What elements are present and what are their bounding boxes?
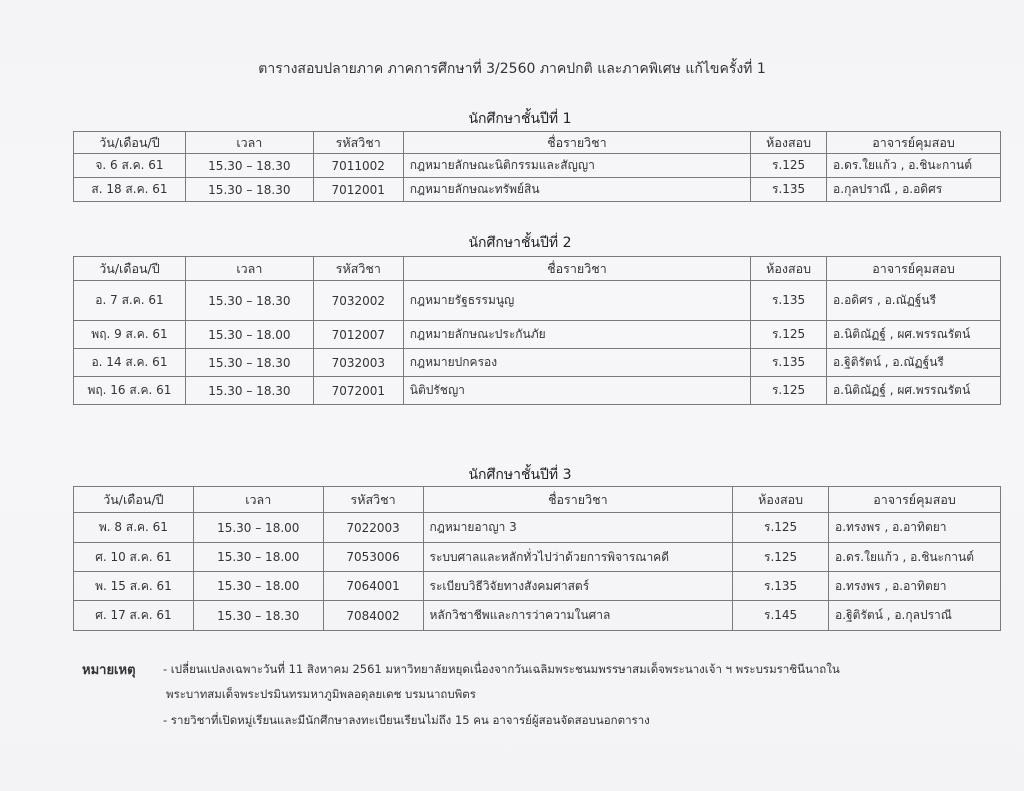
- cell-time: 15.30 – 18.30: [185, 349, 313, 377]
- cell-code: 7012007: [313, 321, 403, 349]
- cell-date: จ. 6 ส.ค. 61: [74, 154, 186, 178]
- cell-proctor: อ.นิติณัฏฐ์ , ผศ.พรรณรัตน์: [827, 321, 1001, 349]
- cell-date: ศ. 10 ส.ค. 61: [74, 543, 194, 572]
- header-code: รหัสวิชา: [313, 132, 403, 154]
- cell-code: 7012001: [313, 178, 403, 202]
- cell-date: พ. 15 ส.ค. 61: [74, 572, 194, 601]
- header-proctor: อาจารย์คุมสอบ: [827, 132, 1001, 154]
- cell-time: 15.30 – 18.00: [185, 321, 313, 349]
- section-title-year-1: นักศึกษาชั้นปีที่ 1: [468, 111, 572, 127]
- cell-code: 7072001: [313, 377, 403, 405]
- cell-time: 15.30 – 18.00: [193, 513, 323, 543]
- cell-date: ศ. 17 ส.ค. 61: [74, 601, 194, 631]
- header-date: วัน/เดือน/ปี: [74, 487, 194, 513]
- table-row: [74, 601, 1001, 631]
- header-room: ห้องสอบ: [751, 132, 827, 154]
- cell-code: 7064001: [323, 572, 423, 601]
- cell-proctor: อ.อดิศร , อ.ณัฏฐ์นรี: [827, 281, 1001, 321]
- exam-table-year-3: [73, 486, 1001, 631]
- remarks-line-3: - รายวิชาที่เปิดหมู่เรียนและมีนักศึกษาลงทะเบียนเรียนไม่ถึง 15 คน อาจารย์ผู้สอนจัดสอบนอกตาราง: [163, 713, 650, 727]
- cell-room: ร.135: [751, 349, 827, 377]
- table-row: [74, 572, 1001, 601]
- cell-code: 7032002: [313, 281, 403, 321]
- cell-subject: หลักวิชาชีพและการว่าความในศาล: [423, 601, 733, 631]
- table-row: [74, 513, 1001, 543]
- cell-date: ส. 18 ส.ค. 61: [74, 178, 186, 202]
- cell-room: ร.125: [733, 543, 829, 572]
- cell-time: 15.30 – 18.30: [185, 178, 313, 202]
- table-header-row: [74, 132, 1001, 154]
- cell-room: ร.135: [733, 572, 829, 601]
- exam-table-year-1: [73, 131, 1001, 202]
- cell-time: 15.30 – 18.30: [185, 377, 313, 405]
- table-header-row: [74, 257, 1001, 281]
- table-row: [74, 377, 1001, 405]
- header-subject: ชื่อรายวิชา: [423, 487, 733, 513]
- cell-date: พฤ. 9 ส.ค. 61: [74, 321, 186, 349]
- header-room: ห้องสอบ: [751, 257, 827, 281]
- cell-subject: ระเบียบวิธีวิจัยทางสังคมศาสตร์: [423, 572, 733, 601]
- table-row: [74, 154, 1001, 178]
- cell-proctor: อ.กุลปราณี , อ.อดิศร: [827, 178, 1001, 202]
- cell-time: 15.30 – 18.30: [185, 154, 313, 178]
- table-row: [74, 543, 1001, 572]
- cell-proctor: อ.นิติณัฏฐ์ , ผศ.พรรณรัตน์: [827, 377, 1001, 405]
- header-room: ห้องสอบ: [733, 487, 829, 513]
- cell-subject: กฎหมายอาญา 3: [423, 513, 733, 543]
- cell-room: ร.135: [751, 281, 827, 321]
- cell-date: พฤ. 16 ส.ค. 61: [74, 377, 186, 405]
- cell-room: ร.125: [751, 321, 827, 349]
- cell-time: 15.30 – 18.30: [185, 281, 313, 321]
- header-time: เวลา: [193, 487, 323, 513]
- cell-date: พ. 8 ส.ค. 61: [74, 513, 194, 543]
- cell-subject: ระบบศาลและหลักทั่วไปว่าด้วยการพิจารณาคดี: [423, 543, 733, 572]
- cell-time: 15.30 – 18.00: [193, 572, 323, 601]
- cell-room: ร.145: [733, 601, 829, 631]
- table-row: [74, 321, 1001, 349]
- table-row: [74, 349, 1001, 377]
- header-proctor: อาจารย์คุมสอบ: [829, 487, 1001, 513]
- header-time: เวลา: [185, 132, 313, 154]
- header-code: รหัสวิชา: [313, 257, 403, 281]
- cell-subject: กฎหมายลักษณะประกันภัย: [403, 321, 750, 349]
- cell-subject: กฎหมายปกครอง: [403, 349, 750, 377]
- cell-subject: กฎหมายลักษณะนิติกรรมและสัญญา: [403, 154, 750, 178]
- cell-code: 7053006: [323, 543, 423, 572]
- document-title: ตารางสอบปลายภาค ภาคการศึกษาที่ 3/2560 ภาคปกติ และภาคพิเศษ แก้ไขครั้งที่ 1: [258, 61, 766, 77]
- header-date: วัน/เดือน/ปี: [74, 257, 186, 281]
- cell-code: 7032003: [313, 349, 403, 377]
- cell-proctor: อ.ดร.ใยแก้ว , อ.ชินะกานต์: [827, 154, 1001, 178]
- cell-room: ร.125: [751, 377, 827, 405]
- table-header-row: [74, 487, 1001, 513]
- cell-proctor: อ.ดร.ใยแก้ว , อ.ชินะกานต์: [829, 543, 1001, 572]
- cell-code: 7084002: [323, 601, 423, 631]
- cell-proctor: อ.ฐิติรัตน์ , อ.ณัฏฐ์นรี: [827, 349, 1001, 377]
- table-row: [74, 281, 1001, 321]
- cell-room: ร.125: [733, 513, 829, 543]
- cell-time: 15.30 – 18.30: [193, 601, 323, 631]
- cell-proctor: อ.ทรงพร , อ.อาทิตยา: [829, 513, 1001, 543]
- cell-subject: กฎหมายลักษณะทรัพย์สิน: [403, 178, 750, 202]
- table-row: [74, 178, 1001, 202]
- section-title-year-3: นักศึกษาชั้นปีที่ 3: [468, 467, 572, 483]
- cell-date: อ. 7 ส.ค. 61: [74, 281, 186, 321]
- cell-code: 7011002: [313, 154, 403, 178]
- remarks-line-2: พระบาทสมเด็จพระปรมินทรมหาภูมิพลอดุลยเดช บรมนาถบพิตร: [166, 687, 476, 701]
- header-time: เวลา: [185, 257, 313, 281]
- remarks-line-1: - เปลี่ยนแปลงเฉพาะวันที่ 11 สิงหาคม 2561 มหาวิทยาลัยหยุดเนื่องจากวันเฉลิมพระชนมพรรษาสมเด็จพระนางเจ้า ฯ พระบรมราชินีนาถใน: [163, 662, 840, 676]
- cell-code: 7022003: [323, 513, 423, 543]
- header-code: รหัสวิชา: [323, 487, 423, 513]
- exam-table-year-2: [73, 256, 1001, 405]
- cell-room: ร.125: [751, 154, 827, 178]
- cell-subject: นิติปรัชญา: [403, 377, 750, 405]
- header-subject: ชื่อรายวิชา: [403, 132, 750, 154]
- remarks-label: หมายเหตุ: [82, 663, 136, 678]
- cell-room: ร.135: [751, 178, 827, 202]
- header-date: วัน/เดือน/ปี: [74, 132, 186, 154]
- cell-proctor: อ.ทรงพร , อ.อาทิตยา: [829, 572, 1001, 601]
- cell-date: อ. 14 ส.ค. 61: [74, 349, 186, 377]
- cell-time: 15.30 – 18.00: [193, 543, 323, 572]
- header-subject: ชื่อรายวิชา: [403, 257, 750, 281]
- cell-subject: กฎหมายรัฐธรรมนูญ: [403, 281, 750, 321]
- cell-proctor: อ.ฐิติรัตน์ , อ.กุลปราณี: [829, 601, 1001, 631]
- header-proctor: อาจารย์คุมสอบ: [827, 257, 1001, 281]
- section-title-year-2: นักศึกษาชั้นปีที่ 2: [468, 235, 572, 251]
